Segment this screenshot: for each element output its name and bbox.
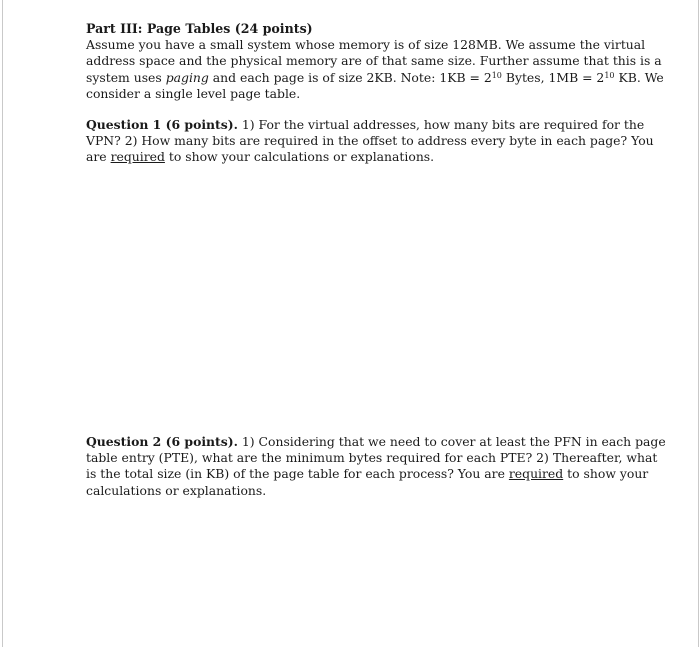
- exponent-1: 10: [491, 70, 502, 80]
- question-1-line-3-a: are: [86, 149, 111, 165]
- paging-term: paging: [165, 69, 209, 85]
- question-2-line-3-b: to show your: [563, 466, 649, 482]
- part-iii-line-4: consider a single level page table.: [86, 85, 301, 101]
- question-2-line-3-a: is the total size (in KB) of the page table for each process? You are: [86, 466, 509, 482]
- question-1-line-3-b: to show your calculations or explanations.: [164, 149, 435, 165]
- part-iii-line-1: Assume you have a small system whose memory is of size 128MB. We assume the virtual: [86, 37, 646, 53]
- question-1-section: [86, 117, 654, 166]
- part-iii-line-3-c: Bytes, 1MB = 2: [501, 69, 605, 85]
- question-1-line-2: VPN? 2) How many bits are required in the offset to address every byte in each page? You: [86, 133, 654, 149]
- part-iii-line-2: address space and the physical memory are of that same size. Further assume that this is a: [86, 53, 662, 69]
- page-left-border: [2, 0, 3, 647]
- part-iii-line-3: [86, 69, 664, 86]
- question-1-heading: Question 1 (6 points).: [86, 117, 238, 132]
- question-1-line-1: [86, 117, 645, 133]
- required-term: required: [110, 149, 165, 165]
- question-1-line-3: [86, 149, 616, 165]
- question-2-line-2: table entry (PTE), what are the minimum bytes required for each PTE? 2) Thereafter, what: [86, 450, 658, 466]
- part-iii-section: [86, 21, 664, 102]
- required-term: required: [508, 466, 564, 482]
- part-iii-line-3-a: system uses: [86, 69, 166, 85]
- part-iii-title: Part III: Page Tables (24 points): [86, 21, 313, 36]
- question-2-section: [86, 434, 666, 499]
- exponent-2: 10: [604, 70, 615, 80]
- page-right-border: [698, 0, 699, 647]
- question-2-line-1: [86, 434, 666, 450]
- question-2-line-4: calculations or explanations.: [86, 482, 267, 498]
- part-iii-line-3-d: KB. We: [614, 69, 664, 85]
- part-iii-line-3-b: and each page is of size 2KB. Note: 1KB = 2: [208, 69, 492, 85]
- question-2-line-3: [86, 466, 649, 482]
- question-2-line-1-rest: 1) Considering that we need to cover at least the PFN in each page: [237, 434, 666, 449]
- question-2-heading: Question 2 (6 points).: [86, 434, 238, 449]
- question-1-line-1-rest: 1) For the virtual addresses, how many bits are required for the: [237, 117, 645, 132]
